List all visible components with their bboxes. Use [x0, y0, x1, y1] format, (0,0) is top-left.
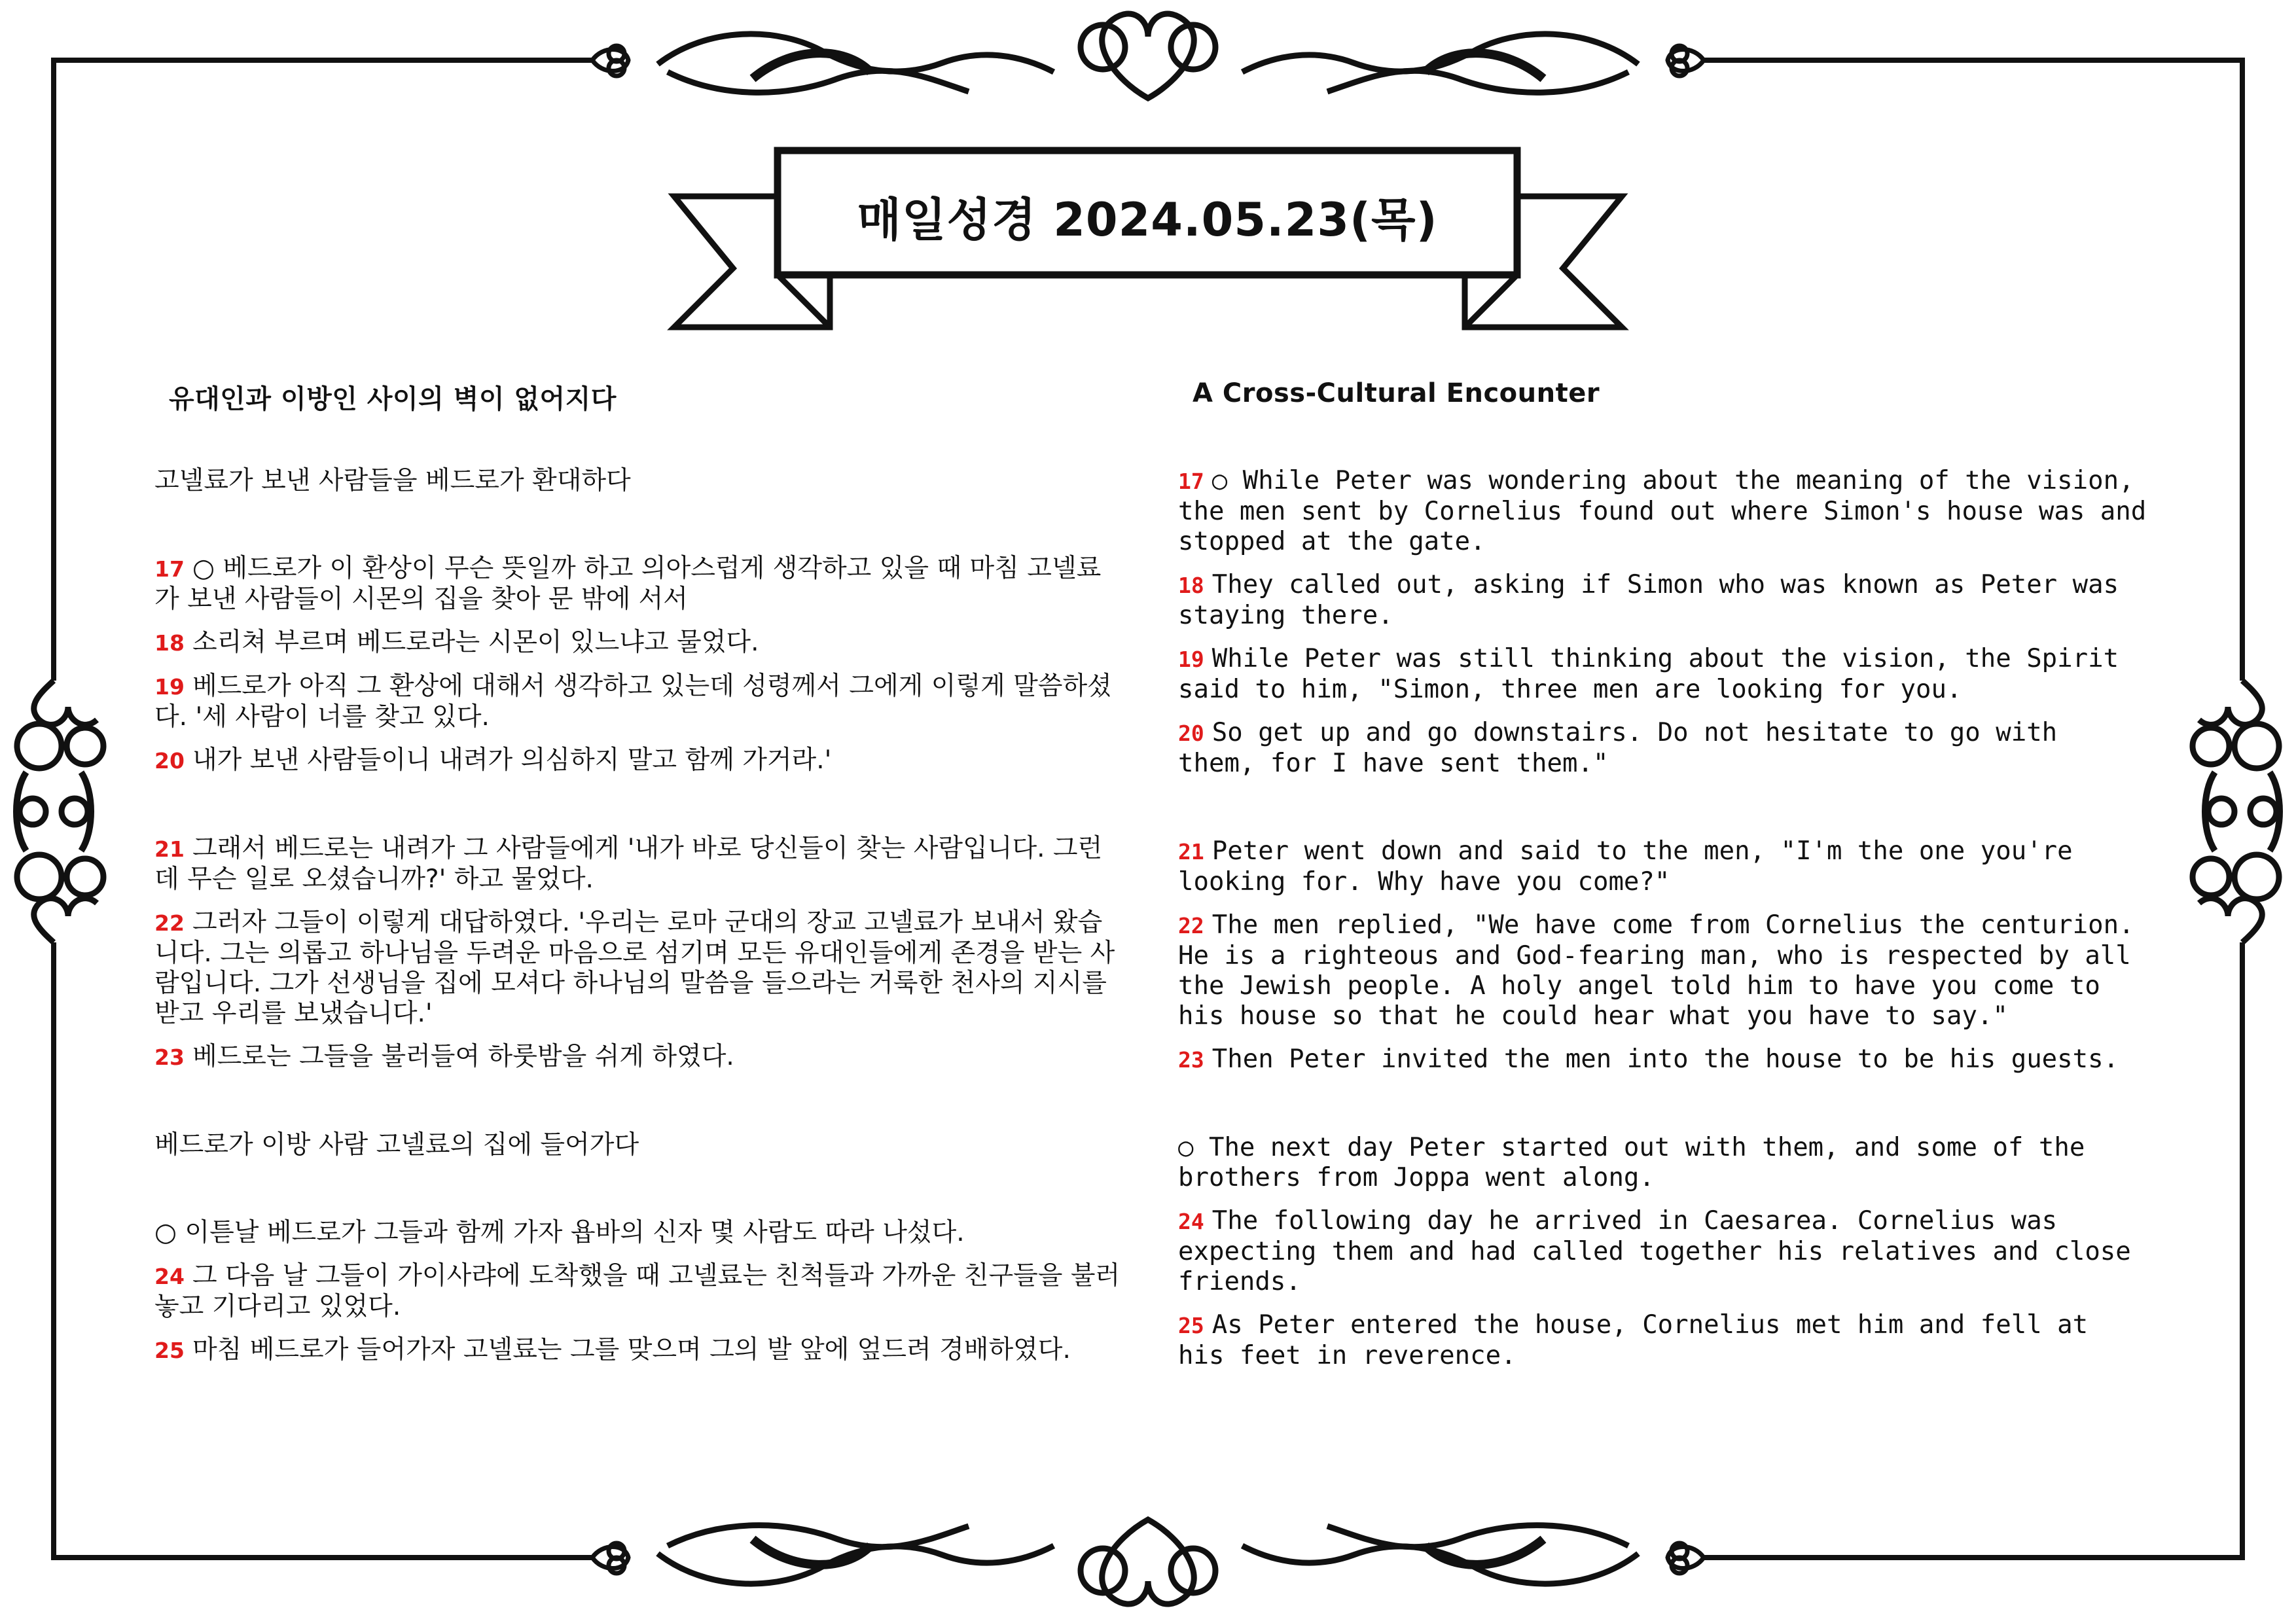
page-title: 매일성경 2024.05.23(목) [857, 192, 1438, 247]
verse-text: 베드로는 그들을 불러들여 하룻밤을 쉬게 하였다. [192, 1042, 734, 1071]
verse-number: 21 [1178, 839, 1204, 865]
verse-text: The men replied, "We have come from Cornelius the centurion. He is a righteous and God-fearing man, who is respected by all the Jewish people. A holy angel told him to have you come to his house so that he could hear what you have to say." [1178, 910, 2134, 1031]
verse [154, 628, 1123, 658]
verse-text: 내가 보낸 사람들이니 내려가 의심하지 말고 함께 가거라.' [192, 745, 832, 775]
verse-number: 22 [154, 910, 185, 936]
verse-text: 그 다음 날 그들이 가이사랴에 도착했을 때 고넬료는 친척들과 가까운 친구들을 불러 놓고 기다리고 있었다. [154, 1261, 1121, 1321]
subheading: 고넬료가 보낸 사람들을 베드로가 환대하다 [154, 466, 631, 495]
verse-number: 19 [1178, 647, 1204, 672]
english-column [1178, 466, 2147, 1384]
verse-text: ○ While Peter was wondering about the meaning of the vision, the men sent by Cornelius found out where Simon's house was and stopped at the gate. [1178, 466, 2147, 556]
verse-text: ○ 베드로가 이 환상이 무슨 뜻일까 하고 의아스럽게 생각하고 있을 때 마침 고넬료가 보낸 사람들이 시몬의 집을 찾아 문 밖에 서서 [154, 554, 1102, 614]
verse [1178, 836, 2147, 897]
verse-text: 마침 베드로가 들어가자 고넬료는 그를 맞으며 그의 발 앞에 엎드려 경배하였다. [192, 1335, 1071, 1364]
verse [1178, 466, 2147, 557]
bottom-flourish [658, 1520, 1638, 1604]
verse-text: While Peter was still thinking about the vision, the Spirit said to him, "Simon, three men are looking for you. [1178, 644, 2119, 704]
verse-number: 23 [154, 1044, 185, 1070]
verse-text: Peter went down and said to the men, "I'm the one you're looking for. Why have you come?" [1178, 836, 2073, 897]
verse [1178, 910, 2147, 1031]
verse-text: 그래서 베드로는 내려가 그 사람들에게 '내가 바로 당신들이 찾는 사람입니다. 그런데 무슨 일로 오셨습니까?' 하고 물었다. [154, 834, 1103, 894]
verse [154, 671, 1123, 732]
verse [1178, 1310, 2147, 1371]
korean-column [154, 466, 1123, 1379]
verse-number: 23 [1178, 1047, 1204, 1073]
verse-number: 18 [1178, 573, 1204, 598]
top-flourish [658, 14, 1638, 98]
verse-text: 베드로가 아직 그 환상에 대해서 생각하고 있는데 성령께서 그에게 이렇게 말씀하셨다. '세 사람이 너를 찾고 있다. [154, 671, 1112, 732]
verse-number: 21 [154, 836, 185, 862]
verse-text: As Peter entered the house, Cornelius met him and fell at his feet in reverence. [1178, 1310, 2089, 1370]
verse-text: They called out, asking if Simon who was known as Peter was staying there. [1178, 570, 2119, 630]
right-section-heading: A Cross-Cultural Encounter [1193, 378, 1600, 408]
verse-text: So get up and go downstairs. Do not hesitate to go with them, for I have sent them." [1178, 718, 2058, 778]
verse [1178, 570, 2147, 631]
verse [1178, 1044, 2147, 1075]
verse-text: 소리쳐 부르며 베드로라는 시몬이 있느냐고 물었다. [192, 628, 759, 657]
verse [154, 554, 1123, 615]
verse-number: 22 [1178, 913, 1204, 938]
verse-text: Then Peter invited the men into the house to be his guests. [1211, 1044, 2119, 1074]
verse [1178, 1206, 2147, 1297]
verse-number: 20 [154, 748, 185, 774]
verse [154, 1042, 1123, 1073]
verse [1178, 1133, 2147, 1193]
verse-number: 18 [154, 630, 185, 656]
verse [1178, 644, 2147, 705]
verse [154, 1218, 1123, 1248]
verse-number: 17 [1178, 469, 1204, 494]
verse-number: 24 [1178, 1209, 1204, 1234]
verse [154, 1261, 1123, 1322]
subheading: 베드로가 이방 사람 고넬료의 집에 들어가다 [154, 1130, 639, 1160]
verse-text: 그러자 그들이 이렇게 대답하였다. '우리는 로마 군대의 장교 고넬료가 보내서 왔습니다. 그는 의롭고 하나님을 두려운 마음으로 섬기며 모든 유대인들에게 존경을 받는 사람입니다. 그가 선생님을 집에 모셔다 하나님의 말씀을 들으라는 거룩한 천사의 지시를 받고 우리를 보냈습니다.' [154, 908, 1115, 1028]
verse-number: 20 [1178, 721, 1204, 746]
verse-text: ○ The next day Peter started out with them, and some of the brothers from Joppa went along. [1178, 1133, 2085, 1192]
verse-text: ○ 이튿날 베드로가 그들과 함께 가자 욥바의 신자 몇 사람도 따라 나섰다. [154, 1218, 965, 1247]
verse [1178, 718, 2147, 779]
left-side-ornament [16, 681, 103, 942]
verse-number: 19 [154, 674, 185, 700]
verse [154, 1335, 1123, 1366]
verse [154, 745, 1123, 776]
verse [154, 834, 1123, 895]
verse-number: 25 [1178, 1313, 1204, 1338]
right-side-ornament [2193, 681, 2280, 942]
verse-number: 24 [154, 1264, 185, 1289]
verse-text: The following day he arrived in Caesarea. Cornelius was expecting them and had called together his relatives and close friends. [1178, 1206, 2131, 1296]
verse-number: 17 [154, 556, 185, 582]
verse [154, 908, 1123, 1029]
left-section-heading: 유대인과 이방인 사이의 벽이 없어지다 [169, 384, 617, 414]
verse-number: 25 [154, 1338, 185, 1363]
